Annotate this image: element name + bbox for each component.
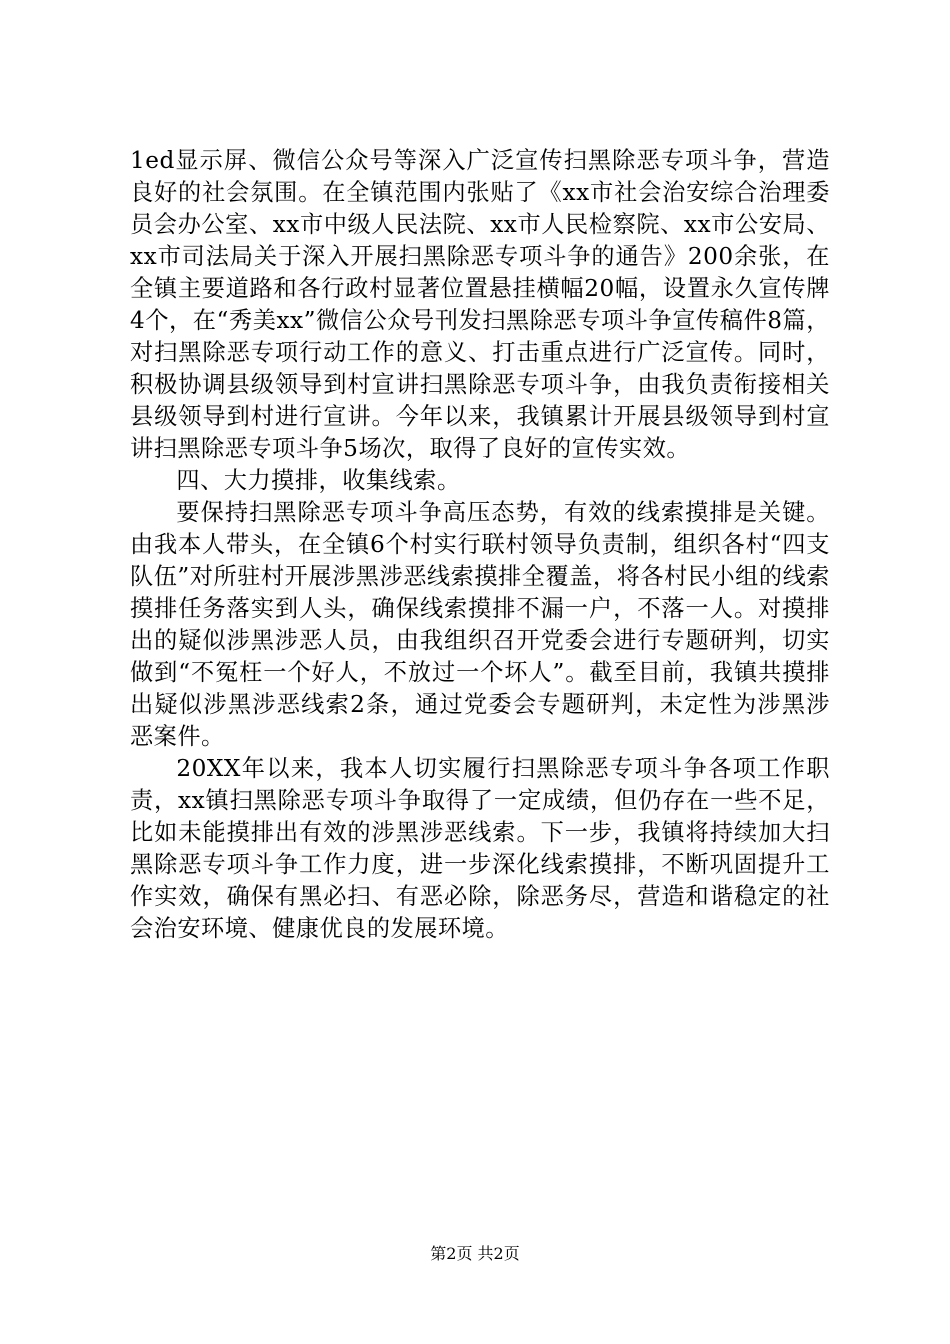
section-heading-investigation: 四、大力摸排，收集线索。 <box>176 467 461 494</box>
paragraph-clue-investigation: 要保持扫黑除恶专项斗争高压态势，有效的线索摸排是关键。由我本人带头，在全镇6个村实行联村领导负责制，组织各村“四支队伍”对所驻村开展涉黑涉恶线索摸排全覆盖，将各村民小组的线索摸排任务落实到人头，确保线索摸排不漏一户，不落一人。对摸排出的疑似涉黑涉恶人员，由我组织召开党委会进行专题研判，切实做到“不冤枉一个好人，不放过一个坏人”。截至目前，我镇共摸排出疑似涉黑涉恶线索2条，通过党委会专题研判，未定性为涉黑涉恶案件。 <box>130 499 830 750</box>
document-body <box>130 145 830 945</box>
paragraph-summary: 20XX年以来，我本人切实履行扫黑除恶专项斗争各项工作职责，xx镇扫黑除恶专项斗争取得了一定成绩，但仍存在一些不足，比如未能摸排出有效的涉黑涉恶线索。下一步，我镇将持续加大扫黑除恶专项斗争工作力度，进一步深化线索摸排，不断巩固提升工作实效，确保有黑必扫、有恶必除，除恶务尽，营造和谐稳定的社会治安环境、健康优良的发展环境。 <box>130 755 830 942</box>
paragraph-publicity-continued: 1ed显示屏、微信公众号等深入广泛宣传扫黑除恶专项斗争，营造良好的社会氛围。在全镇范围内张贴了《xx市社会治安综合治理委员会办公室、xx市中级人民法院、xx市人民检察院、xx市公安局、xx市司法局关于深入开展扫黑除恶专项斗争的通告》200余张，在全镇主要道路和各行政村显著位置悬挂横幅20幅，设置永久宣传牌4个，在“秀美xx”微信公众号刊发扫黑除恶专项斗争宣传稿件8篇，对扫黑除恶专项行动工作的意义、打击重点进行广泛宣传。同时，积极协调县级领导到村宣讲扫黑除恶专项斗争，由我负责衔接相关县级领导到村进行宣讲。今年以来，我镇累计开展县级领导到村宣讲扫黑除恶专项斗争5场次，取得了良好的宣传实效。 <box>130 147 830 462</box>
page-number-footer: 第2页 共2页 <box>430 1244 520 1263</box>
